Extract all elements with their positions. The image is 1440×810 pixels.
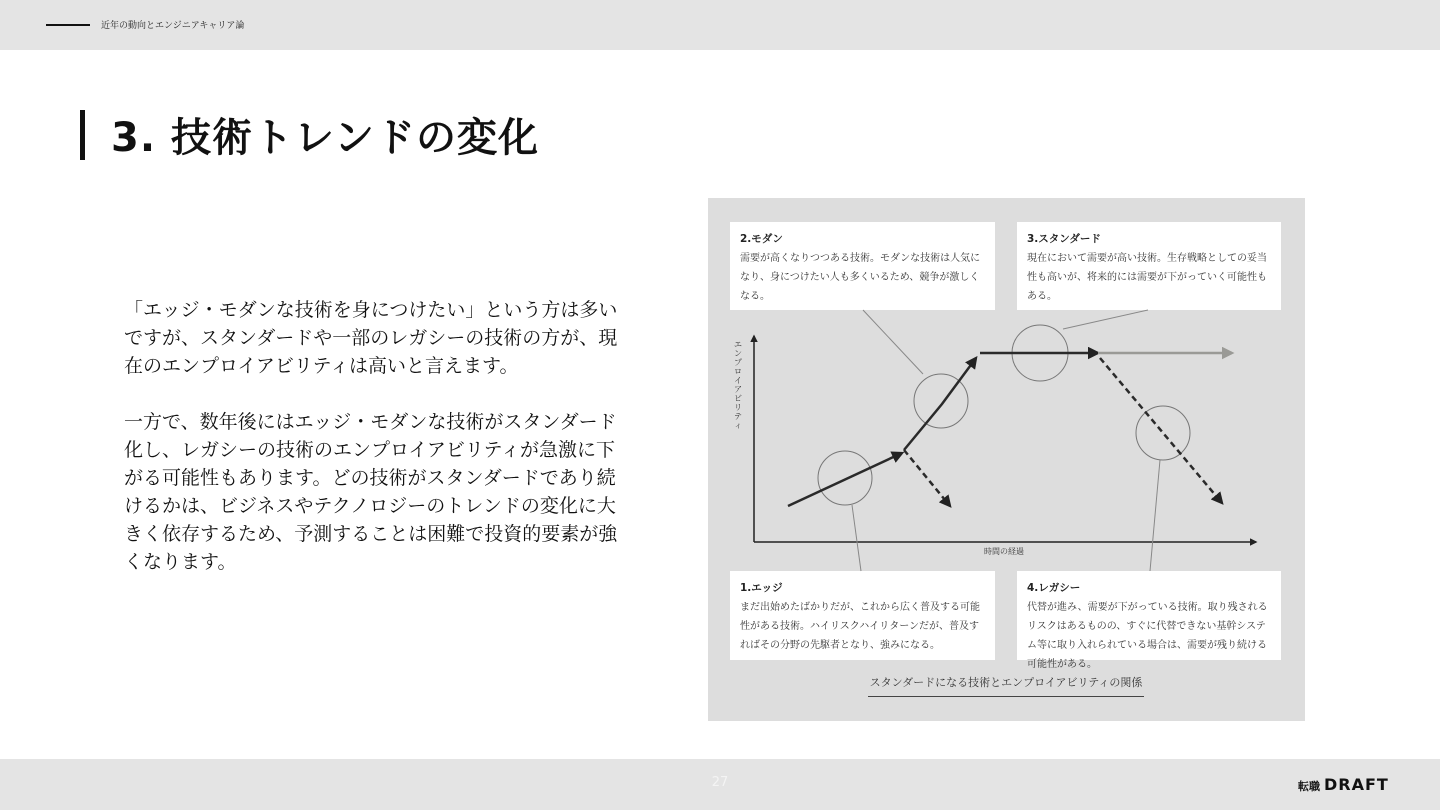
brand-logo	[1298, 775, 1389, 794]
logo-text: DRAFT	[1324, 775, 1389, 794]
page-number: 27	[711, 775, 729, 790]
modern-trend-arrow	[904, 358, 976, 450]
legacy-circle	[1136, 406, 1190, 460]
card-modern-text: 需要が高くなりつつある技術。モダンな技術は人気になり、身につけたい人も多くいるため、競争が激しくなる。	[740, 253, 981, 302]
modern-circle	[914, 374, 968, 428]
card-legacy-title: 4.レガシー	[1027, 582, 1081, 594]
body-text	[124, 296, 624, 604]
figure-caption: スタンダードになる技術とエンプロイアビリティの関係	[868, 674, 1144, 697]
diagram-graphics	[708, 198, 1305, 721]
trend-diagram	[708, 198, 1305, 721]
edge-circle	[818, 451, 872, 505]
card-edge-text: まだ出始めたばかりだが、これから広く普及する可能性がある技術。ハイリスクハイリターンだが、普及すればその分野の先駆者となり、強みになる。	[740, 602, 980, 651]
y-axis-label: エンプロイアビリティ	[734, 340, 742, 430]
x-axis-label: 時間の経過	[984, 547, 1024, 556]
connector-edge	[852, 505, 861, 571]
card-standard-title: 3.スタンダード	[1027, 233, 1101, 245]
paragraph-1: 「エッジ・モダンな技術を身につけたい」という方は多いですが、スタンダードや一部のレガシーの技術の方が、現在のエンプロイアビリティは高いと言えます。	[124, 299, 618, 377]
connector-legacy	[1150, 460, 1160, 571]
card-standard-text: 現在において需要が高い技術。生存戦略としての妥当性も高いが、将来的には需要が下がっていく可能性もある。	[1027, 253, 1267, 302]
connector-standard	[1063, 310, 1148, 329]
title-accent-bar	[80, 110, 85, 160]
header-rule	[46, 24, 90, 26]
page-title: 3. 技術トレンドの変化	[111, 115, 539, 161]
card-legacy-text: 代替が進み、需要が下がっている技術。取り残されるリスクはあるものの、すぐに代替できない基幹システム等に取り入れられている場合は、需要が残り続ける可能性がある。	[1027, 602, 1268, 670]
header-bar	[0, 0, 1440, 50]
card-modern-title: 2.モダン	[740, 233, 783, 245]
edge-trend-arrow	[788, 453, 902, 506]
logo-kanji: 転職	[1298, 780, 1320, 793]
paragraph-2: 一方で、数年後にはエッジ・モダンな技術がスタンダード化し、レガシーの技術のエンプロイアビリティが急激に下がる可能性もあります。どの技術がスタンダードであり続けるかは、ビジネスやテクノロジーのトレンドの変化に大きく依存するため、予測することは困難で投資的要素が強くなります。	[124, 411, 618, 573]
edge-decline-arrow	[904, 450, 950, 506]
section-label: 近年の動向とエンジニアキャリア論	[101, 21, 245, 31]
legacy-decline-arrow	[1100, 358, 1222, 503]
card-edge-title: 1.エッジ	[740, 582, 783, 594]
connector-modern	[863, 310, 923, 374]
